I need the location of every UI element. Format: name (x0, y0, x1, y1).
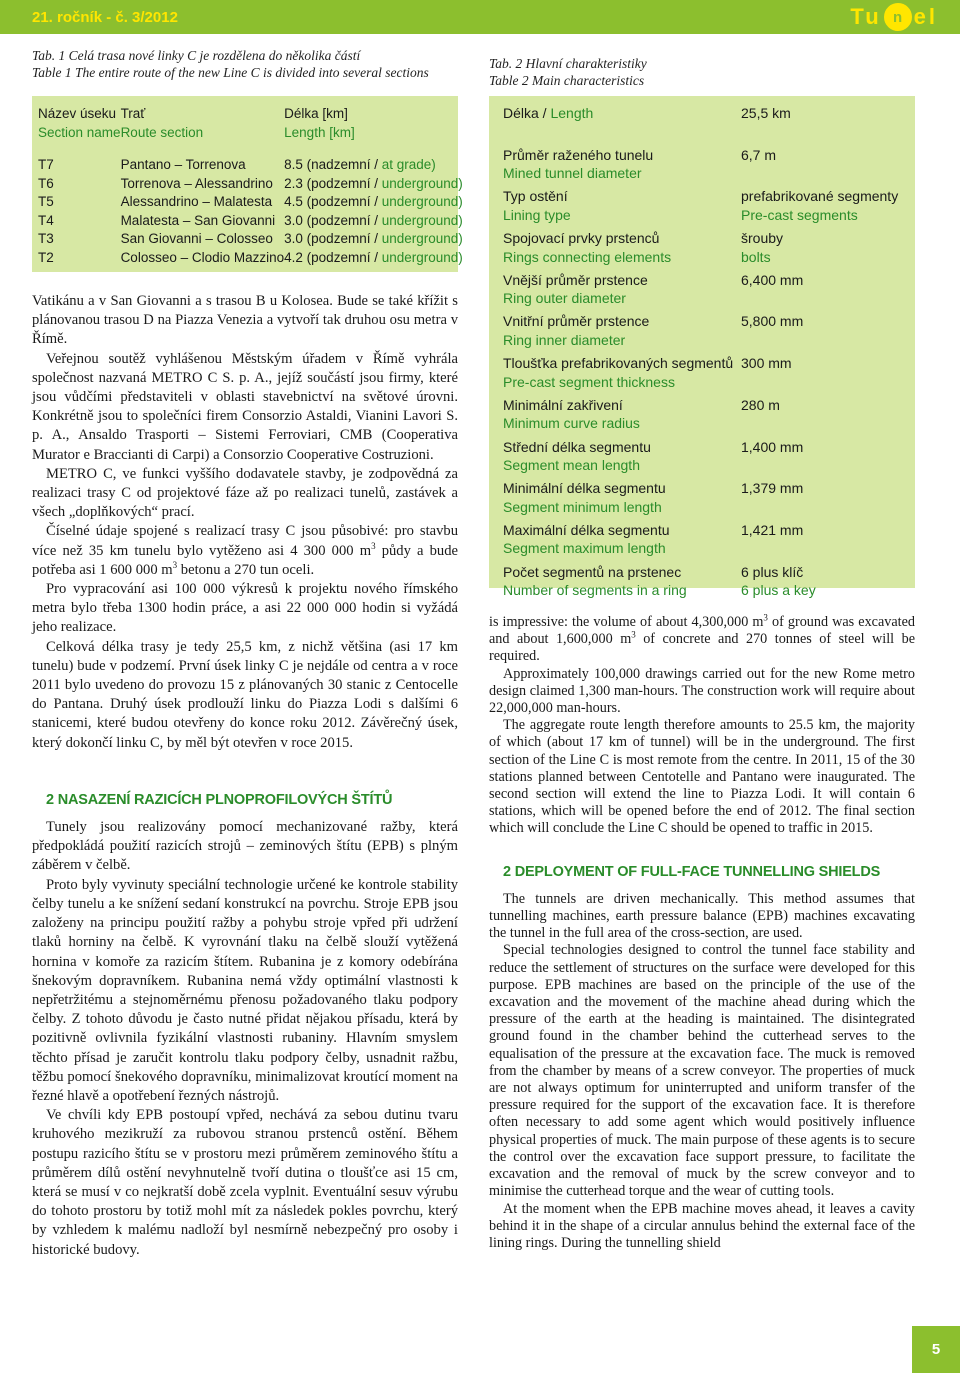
table2-caption: Tab. 2 Hlavní charakteristiky Table 2 Main characteristics (489, 56, 647, 88)
table-row: Minimální délka segmentu Segment minimum length 1,379 mm (503, 480, 804, 515)
table-row: Průměr raženého tunelu Mined tunnel diameter 6,7 m (503, 146, 777, 182)
paragraph: Tunely jsou realizovány pomocí mechanizované ražby, která předpokládá použití razicích strojů – zeminových štítu (EPB) s plným záběrem v čelbě. (32, 819, 458, 874)
paragraph: METRO C, ve funkci vyššího dodavatele stavby, je zodpovědná za realizaci trasy C od projektové fáze až po realizaci tunelů, zastávek a všech „doplňkových“ prací. (32, 465, 458, 521)
table1-header: Název úseku Section name Trať Route section Délka [km] Length [km] (38, 106, 355, 140)
paragraph: Special technologies designed to control the tunnel face stability and reduce the settlement of structures on the surface were developed for this purpose. EPB machines are based on the principle of the use of the excavation and the movement of the machine ahead during which the pressure of the earth at the heading is maintained. The disintegrated ground found in the chamber behind the cutterhead serves to the equalisation of the pressure at the excavation face. The muck is removed from the chamber by means of a screw conveyor. The properties of muck are not always optimum for uninterrupted and uniform transfer of the pressure required for the support of the excavation face. It is therefore often necessary to add some agent which would positively influence physical properties of muck. The main purpose of these agents is to secure the control over the excavation face support pressure, to facilitate the excavation and the removal of muck by the screw conveyor and to minimise the cutterhead torque and the wear of cutting tools. (489, 942, 915, 1200)
right-column (489, 614, 915, 1252)
paragraph: Číselné údaje spojené s realizací trasy C jsou působivé: pro stavbu více než 35 km tunelu bylo vytěženo asi 4 300 000 $m^3$ půdy a bude potřeba asi 1 600 000 $m^3$ betonu a 270 tun oceli. (32, 523, 459, 578)
section-heading: 2 DEPLOYMENT OF FULL-FACE TUNNELLING SHIELDS (503, 863, 881, 880)
table-row: Vnitřní průměr prstence Ring inner diameter 5,800 mm (503, 313, 804, 348)
left-column (32, 292, 458, 1260)
paragraph: Vatikánu a v San Giovanni a s trasou B u Kolosea. Bude se také křížit s plánovanou trasou D na Piazza Venezia a vytvoří tak druhou osu metra v Římě. (32, 293, 458, 348)
paragraph: The aggregate route length therefore amounts to 25.5 km, the majority of which (about 17 km of tunnel) will be in the underground. The first section of the Line C is most remote from the centre. In 2011, 15 of the 30 stations planned between Centotelle and Pantano were inaugurated. The second section will extend the line to Piazza Lodi. It will contain 6 stations, which will be opened before the end of 2012. The final section which will conclude the Line C should be opened to traffic in 2015. (489, 717, 915, 837)
paragraph: is impressive: the volume of about 4,300,000 $m^3$ of ground was excavated and about 1,600,000 $m^3$ of concrete and 270 tonnes of steel will be required. (489, 612, 915, 665)
table-row: Typ ostění Lining type prefabrikované segmenty Pre-cast segments (503, 188, 899, 223)
paragraph: Ve chvíli kdy EPB postoupí vpřed, nechává za sebou dutinu tvaru kruhového mezikruží za rubovou stranou prstenců ostění. Během postupu razicího štítu se v prostoru mezi průměrem zeminového štítu a průměrem dílů ostění nevyhnutelně tvoří dutina o tloušťce asi 15 cm, která se musí v co nejkratší době zcela vyplnit. Eventuální sesuv výrubu do tohoto prostoru by totiž mohl mít za následek pokles povrchu, který by vzhledem k malému nadloží byl nesmírně nebezpečný pro osoby i historické budovy. (32, 1107, 458, 1258)
paragraph: The tunnels are driven mechanically. This method assumes that tunnelling machines, earth pressure balance (EPB) machines excavating the tunnel in the full area of the cross-section, are used. (489, 890, 915, 942)
table-row: T6 Torrenova – Alessandrino 2.3 (podzemní / underground) (38, 175, 463, 191)
tunel-logo: Tu n el (850, 4, 938, 29)
paragraph: Pro vypracování asi 100 000 výkresů k projektu nového římského metra bylo třeba 1300 hodin práce, a asi 22 000 000 hodin si vyžádá jeho realizace. (32, 581, 458, 636)
table-row: Tloušťka prefabrikovaných segmentů Pre-cast segment thickness 300 mm (503, 355, 792, 390)
header-bar (0, 0, 960, 34)
issue-label: 21. ročník - č. 3/2012 (32, 8, 178, 26)
table1 (32, 96, 463, 272)
table-row: Spojovací prvky prstenců Rings connecting elements šrouby bolts (503, 230, 784, 265)
table-row: T4 Malatesta – San Giovanni 3.0 (podzemní / underground) (38, 212, 463, 228)
table-row: Délka / Length 25,5 km (503, 105, 791, 121)
table1-caption: Tab. 1 Celá trasa nové linky C je rozdělena do několika částí Table 1 The entire route of the new Line C is divided into several sections (32, 48, 429, 80)
table2 (489, 96, 915, 599)
table-row: Maximální délka segmentu Segment maximum length 1,421 mm (503, 521, 804, 557)
paragraph: Approximately 100,000 drawings carried out for the new Rome metro design claimed 1,300 man-hours. The construction work will require about 22,000,000 man-hours. (489, 665, 915, 717)
page-number: 5 (912, 1326, 960, 1373)
table-row: Minimální zakřivení Minimum curve radius 280 m (503, 396, 780, 432)
paragraph: At the moment when the EPB machine moves ahead, it leaves a cavity behind it in the shape of a circular annulus behind the external face of the lining rings. During the tunnelling shield (489, 1200, 915, 1251)
table-row: T7 Pantano – Torrenova 8.5 (nadzemní / at grade) (38, 157, 436, 172)
table-row: Střední délka segmentu Segment mean length 1,400 mm (503, 438, 804, 473)
paragraph: Proto byly vyvinuty speciální technologie určené ke kontrole stability čelby tunelu a ke snížení sedaní konstrukcí na povrchu. Stroje EPB jsou založeny na principu použití ražby a pohybu stroje vpřed při udržení tlaků horniny na čelbě. K vyrovnání tlaku na čelbě slouží vytěžená hornina v komoře za razicím štítem. Rubanina je z komory odebírána šnekovým dopravníkem. Rubanina nemá vždy optimální vlastnosti k nepřetržitému a stejnoměrnému přenosu požadovaného tlaku podpory čelby. Z tohoto důvodu je často nutné přidat nějakou přísadu, která by pozitivně ovlivnila fyzikální vlastnosti rubaniny. Hlavním smyslem těchto přísad je zaručit kontrolu tlaku podpory čelby, usnadnit ražbu, těžbu pomocí šnekového dopravníku, minimalizovat kroutící moment na řezné hlavě a opotřebení řezných nástrojů. (32, 876, 458, 1104)
section-heading: 2 NASAZENÍ RAZICÍCH PLNOPROFILOVÝCH ŠTÍTŮ (46, 791, 393, 808)
table-row: T5 Alessandrino – Malatesta 4.5 (podzemní / underground) (38, 194, 463, 209)
table-row: Vnější průměr prstence Ring outer diameter 6,400 mm (503, 271, 804, 307)
table-row: Počet segmentů na prstenec Number of segments in a ring 6 plus klíč 6 plus a key (503, 563, 816, 599)
paragraph: Celková délka trasy je tedy 25,5 km, z nichž většina (asi 17 km tunelu) bude v podzemí. První úsek linky C je nejdále od centra a v roce 2011 bylo uvedeno do provozu 15 z plánovaných 30 stanic z Centocelle do Pantana. Druhý úsek prodlouží linku do Piazza Lodi s dalšími 6 stanicemi, které budou otevřeny do konce roku 2012. Závěrečný úsek, který dokončí linku C, by měl být otevřen v roce 2015. (32, 638, 458, 751)
table-row: T3 San Giovanni – Colosseo 3.0 (podzemní / underground) (38, 231, 463, 246)
table-row: T2 Colosseo – Clodio Mazzino 4.2 (podzemní / underground) (38, 249, 463, 265)
paragraph: Veřejnou soutěž vyhlášenou Městským úřadem v Římě vyhrála společnost nazvaná METRO C S. p. A., jejíž součástí jsou firmy, které jsou vůdčími představiteli v oblasti stavebnictví na světové úrovni. Konkrétně jsou to společníci firem Consorzio Astaldi, Vianini Lavori S. p. A., Ansaldo Trasporti – Sistemi Ferroviari, CMB (Cooperativa Murator e Braccianti di Carpi) a Consorzio Cooperative Costruzioni. (32, 350, 458, 463)
